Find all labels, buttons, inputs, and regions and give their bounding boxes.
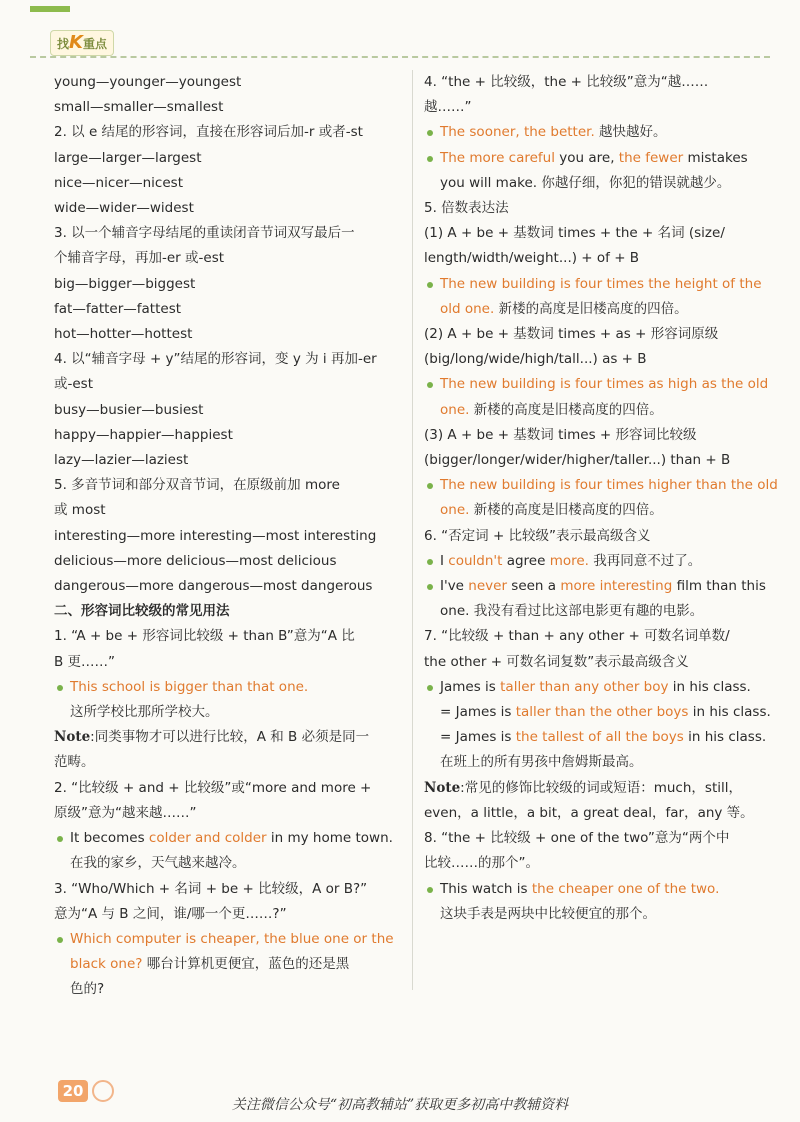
section-heading: 二、形容词比较级的常见用法 xyxy=(54,603,230,620)
example-sentence xyxy=(54,826,400,851)
text-line: lazy—lazier—laziest xyxy=(54,452,189,469)
rule-subheading-cont: length/width/weight...) + of + B xyxy=(424,250,640,267)
example-sentence-cont xyxy=(54,952,400,977)
example-text: = James is xyxy=(440,729,516,746)
example-highlight: taller than the other boys xyxy=(515,704,689,721)
example-translation: 这块手表是两块中比较便宜的那个。 xyxy=(440,905,656,922)
example-highlight: the tallest of all the boys xyxy=(515,729,684,746)
example-translation: 色的? xyxy=(70,981,105,998)
note-label: Note xyxy=(54,729,91,746)
rule-subheading-cont: (bigger/longer/wider/higher/taller...) than + B xyxy=(424,452,731,469)
example-highlight: never xyxy=(468,578,507,595)
rule-heading-cont: 意为“A 与 B 之间，谁/哪一个更……?” xyxy=(54,905,287,922)
rule-heading-cont: 或 most xyxy=(54,502,106,519)
rule-heading-cont: 个辅音字母，再加-er 或-est xyxy=(54,250,225,267)
text-line: interesting—more interesting—most interesting xyxy=(54,527,377,544)
example-text: This watch is xyxy=(440,880,532,897)
rule-heading: 4. “the + 比较级，the + 比较级”意为“越…… xyxy=(424,74,709,90)
note-label: Note xyxy=(424,779,461,796)
example-highlight: the cheaper one of the two. xyxy=(531,880,720,897)
example-sentence: The new building is four times the height of the xyxy=(424,272,774,297)
example-translation: 越快越好。 xyxy=(594,124,667,141)
example-text: agree xyxy=(502,552,550,569)
example-highlight: The sooner, the better. xyxy=(440,124,595,141)
rule-heading: 3. 以一个辅音字母结尾的重读闭音节词双写最后一 xyxy=(54,225,355,242)
text-line: big—bigger—biggest xyxy=(54,275,196,292)
rule-heading: 2. “比较级 + and + 比较级”或“more and more + xyxy=(54,779,372,796)
example-text: in his class. xyxy=(688,704,771,721)
example-highlight: more. xyxy=(549,552,589,569)
example-translation: 哪台计算机更便宜，蓝色的还是黑 xyxy=(142,956,350,973)
note-text: :同类事物才可以进行比较，A 和 B 必须是同一 xyxy=(90,729,370,746)
example-translation: 在班上的所有男孩中詹姆斯最高。 xyxy=(440,754,643,771)
example-sentence xyxy=(424,120,774,145)
header-frame xyxy=(30,6,770,58)
example-translation: 新楼的高度是旧楼高度的四倍。 xyxy=(494,300,688,317)
rule-heading-cont: 越……” xyxy=(424,99,472,116)
example-sentence-cont xyxy=(424,297,774,322)
rule-subheading-cont: (big/long/wide/high/tall...) as + B xyxy=(424,351,647,368)
note xyxy=(54,725,400,750)
example-text: in my home town. xyxy=(266,830,393,847)
example-sentence xyxy=(424,877,774,902)
text-line: delicious—more delicious—most delicious xyxy=(54,552,337,569)
right-column xyxy=(424,70,778,927)
example-sentence: Which computer is cheaper, the blue one or the xyxy=(54,927,400,952)
example-text: I've xyxy=(440,578,469,595)
example-sentence-cont: you will make. 你越仔细，你犯的错误就越少。 xyxy=(440,174,731,191)
tab-k-letter: K xyxy=(69,32,83,53)
rule-heading: 1. “A + be + 形容词比较级 + than B”意为“A 比 xyxy=(54,628,355,645)
example-text: film than this xyxy=(672,578,766,595)
rule-heading: 5. 倍数表达法 xyxy=(424,200,509,217)
text-line: wide—wider—widest xyxy=(54,200,194,217)
example-text: in his class. xyxy=(683,729,767,746)
rule-heading: 3. “Who/Which + 名词 + be + 比较级，A or B?” xyxy=(54,880,368,897)
rule-heading: 5. 多音节词和部分双音节词，在原级前加 more xyxy=(54,477,340,494)
example-text: you are, xyxy=(554,149,619,166)
rule-subheading: (3) A + be + 基数词 times + 形容词比较级 xyxy=(424,426,697,443)
text-line: dangerous—more dangerous—most dangerous xyxy=(54,578,373,595)
section-tab-label xyxy=(50,30,114,56)
example-sentence-cont xyxy=(424,398,774,423)
note-cont: 范畴。 xyxy=(54,754,95,771)
example-highlight: The more careful xyxy=(440,149,555,166)
example-highlight: black one? xyxy=(70,956,143,973)
example-text: James is xyxy=(440,678,501,695)
example-translation: 我再同意不过了。 xyxy=(588,552,702,569)
example-highlight: old one. xyxy=(440,300,495,317)
rule-heading: 2. 以 e 结尾的形容词，直接在形容词后加-r 或者-st xyxy=(54,124,363,141)
text-line: hot—hotter—hottest xyxy=(54,326,193,343)
note xyxy=(424,776,774,801)
example-sentence: This school is bigger than that one. xyxy=(54,675,400,700)
example-translation: 在我的家乡，天气越来越冷。 xyxy=(70,855,246,872)
text-line: fat—fatter—fattest xyxy=(54,300,182,317)
rule-heading: 6. “否定词 + 比较级”表示最高级含义 xyxy=(424,527,651,544)
example-text: = James is xyxy=(440,704,516,721)
note-cont: even，a little，a bit，a great deal，far，any 等。 xyxy=(424,804,754,821)
text-line: young—younger—youngest xyxy=(54,74,242,90)
rule-heading: 8. “the + 比较级 + one of the two”意为“两个中 xyxy=(424,830,730,847)
example-sentence xyxy=(424,574,774,599)
left-column xyxy=(54,70,400,1003)
example-text: I xyxy=(440,552,449,569)
footer-text: 关注微信公众号“初高教辅站”获取更多初高中教辅资料 xyxy=(231,1097,569,1113)
example-sentence xyxy=(424,146,774,171)
example-sentence xyxy=(424,700,774,725)
example-text: in his class. xyxy=(668,678,751,695)
example-translation: 新楼的高度是旧楼高度的四倍。 xyxy=(469,502,663,519)
example-highlight: taller than any other boy xyxy=(500,678,669,695)
example-text: seen a xyxy=(507,578,561,595)
rule-heading-cont: the other + 可数名词复数”表示最高级含义 xyxy=(424,653,689,670)
rule-heading-cont: B 更……” xyxy=(54,653,116,670)
example-sentence-cont xyxy=(424,498,774,523)
example-highlight: the fewer xyxy=(618,149,684,166)
rule-heading: 4. 以“辅音字母 + y”结尾的形容词，变 y 为 i 再加-er xyxy=(54,351,377,368)
text-line: busy—busier—busiest xyxy=(54,401,204,418)
example-sentence: The new building is four times as high as the old xyxy=(424,372,774,397)
example-sentence-cont: one. 我没有看过比这部电影更有趣的电影。 xyxy=(440,603,704,620)
example-highlight: one. xyxy=(440,401,470,418)
example-text: It becomes xyxy=(70,830,149,847)
example-sentence xyxy=(424,675,774,700)
example-highlight: more interesting xyxy=(560,578,673,595)
text-line: nice—nicer—nicest xyxy=(54,174,183,191)
page-number: 20 xyxy=(58,1080,88,1102)
note-text: :常见的修饰比较级的词或短语：much，still， xyxy=(460,779,742,796)
column-divider xyxy=(412,70,413,990)
example-translation: 新楼的高度是旧楼高度的四倍。 xyxy=(469,401,663,418)
rule-heading-cont: 原级”意为“越来越……” xyxy=(54,804,197,821)
tab-prefix: 找 xyxy=(57,37,70,51)
example-highlight: one. xyxy=(440,502,470,519)
example-sentence: The new building is four times higher than the old xyxy=(424,473,774,498)
rule-subheading: (1) A + be + 基数词 times + the + 名词 (size/ xyxy=(424,225,725,242)
example-translation: 这所学校比那所学校大。 xyxy=(70,704,219,721)
text-line: large—larger—largest xyxy=(54,149,202,166)
rule-heading-cont: 或-est xyxy=(54,376,94,393)
rule-heading: 7. “比较级 + than + any other + 可数名词单数/ xyxy=(424,628,730,645)
rule-subheading: (2) A + be + 基数词 times + as + 形容词原级 xyxy=(424,326,719,343)
tab-suffix: 重点 xyxy=(82,37,107,51)
text-line: small—smaller—smallest xyxy=(54,99,224,116)
example-sentence xyxy=(424,725,774,750)
rule-heading-cont: 比较……的那个”。 xyxy=(424,855,539,872)
example-highlight: colder and colder xyxy=(148,830,267,847)
example-highlight: couldn't xyxy=(448,552,503,569)
example-sentence xyxy=(424,549,774,574)
text-line: happy—happier—happiest xyxy=(54,426,233,443)
example-text: mistakes xyxy=(683,149,748,166)
